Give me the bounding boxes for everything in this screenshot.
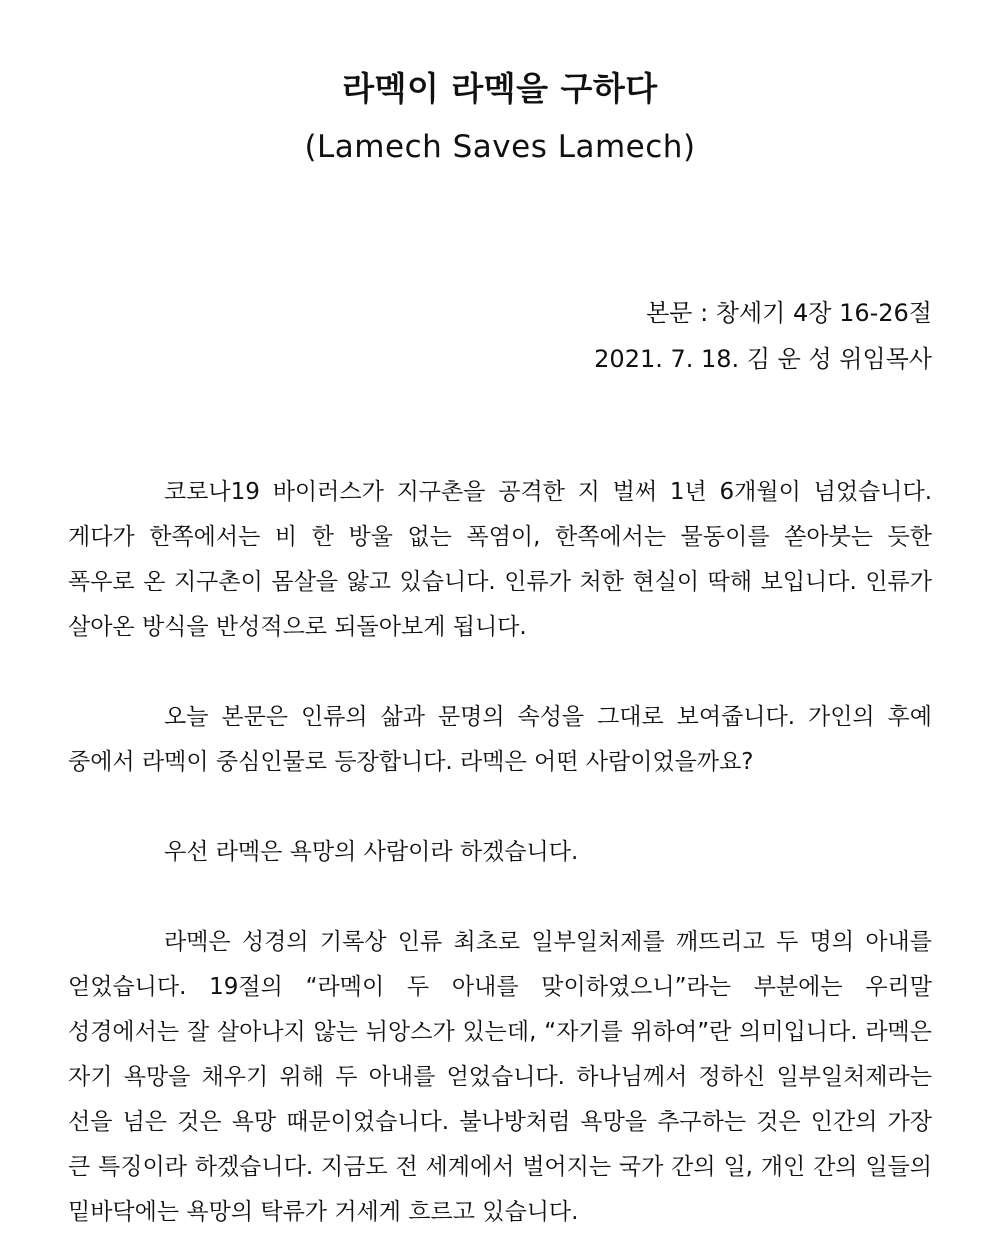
sermon-document (68, 0, 932, 1225)
document-subtitle: (Lamech Saves Lamech) (304, 129, 696, 165)
paragraph: 코로나19 바이러스가 지구촌을 공격한 지 벌써 1년 6개월이 넘었습니다. 게다가 한쪽에서는 비 한 방울 없는 폭염이, 한쪽에서는 물동이를 쏟아붓는 듯한 폭우로 온 지구촌이 몸살을 앓고 있습니다. 인류가 처한 현실이 딱해 보입니다. 인류가 살아온 방식을 반성적으로 되돌아보게 됩니다. (68, 479, 932, 640)
document-title: 라멕이 라멕을 구하다 (342, 69, 658, 108)
paragraph: 오늘 본문은 인류의 삶과 문명의 속성을 그대로 보여줍니다. 가인의 후예 중에서 라멕이 중심인물로 등장합니다. 라멕은 어떤 사람이었을까요? (68, 704, 932, 775)
paragraph: 라멕은 성경의 기록상 인류 최초로 일부일처제를 깨뜨리고 두 명의 아내를 얻었습니다. 19절의 “라멕이 두 아내를 맞이하였으니”라는 부분에는 우리말 성경에서는 잘 살아나지 않는 뉘앙스가 있는데, “자기를 위하여”란 의미입니다. 라멕은 자기 욕망을 채우기 위해 두 아내를 얻었습니다. 하나님께서 정하신 일부일처제라는 선을 넘은 것은 욕망 때문이었습니다. 불나방처럼 욕망을 추구하는 것은 인간의 가장 큰 특징이라 하겠습니다. 지금도 전 세계에서 벌어지는 국가 간의 일, 개인 간의 일들의 밑바닥에는 욕망의 탁류가 거세게 흐르고 있습니다. (68, 929, 932, 1225)
sermon-body (68, 470, 932, 1235)
title-block (68, 0, 932, 172)
paragraph: 우선 라멕은 욕망의 사람이라 하겠습니다. (164, 839, 579, 865)
scripture-reference: 본문 : 창세기 4장 16-26절 (646, 299, 932, 327)
sermon-meta (594, 290, 932, 382)
date-and-author: 2021. 7. 18. 김 운 성 위임목사 (594, 345, 932, 373)
